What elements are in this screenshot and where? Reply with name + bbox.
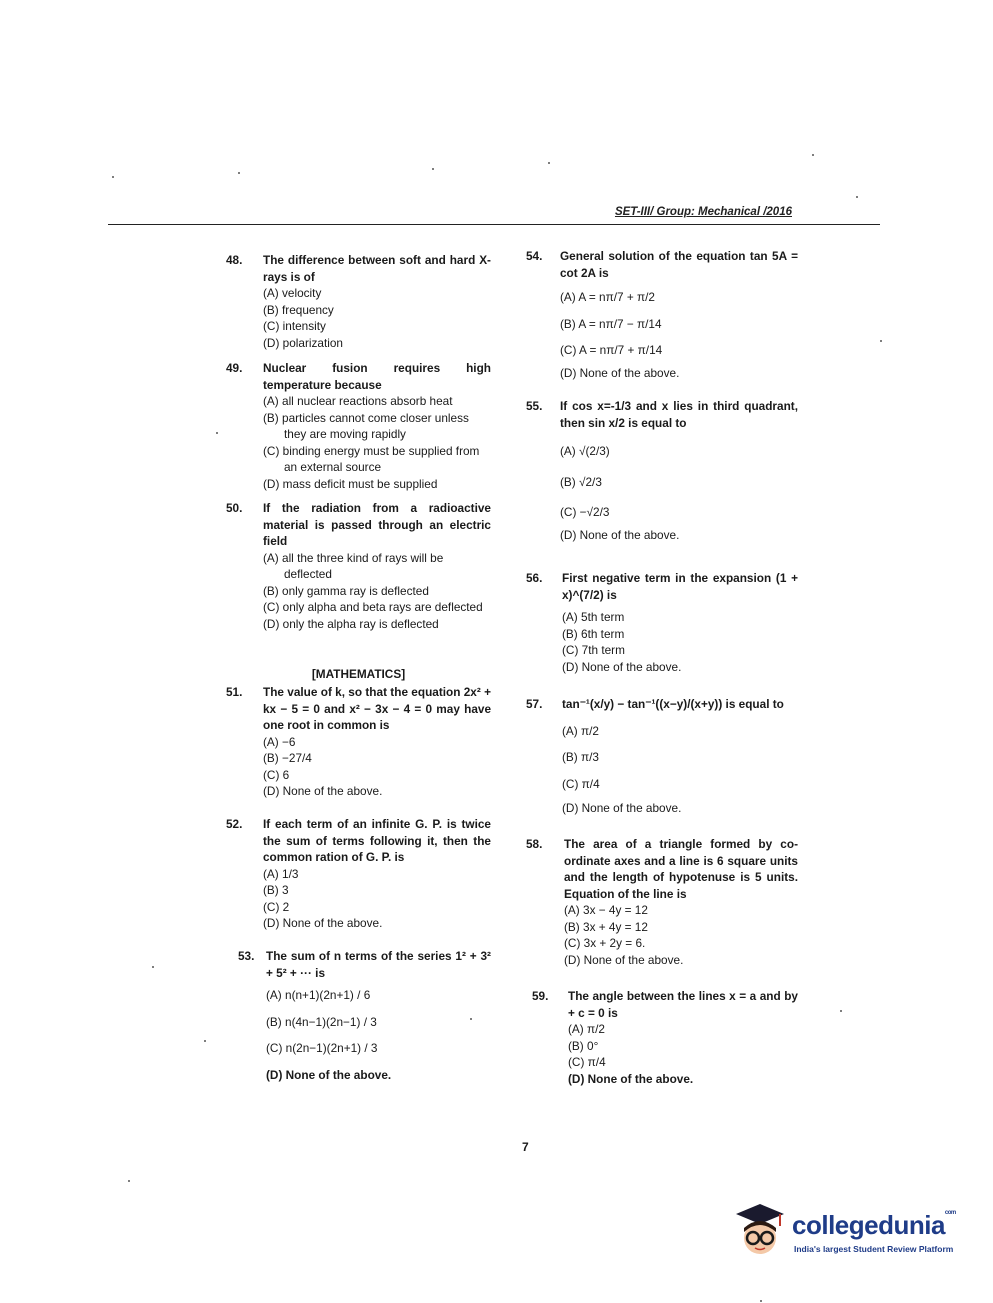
option-c: (C) π/4 [568,1055,606,1069]
brand-name [792,1210,956,1241]
question-52 [226,816,491,932]
option-a: (A) −6 [263,734,296,749]
scan-speck [112,176,114,178]
question-number: 50. [226,501,243,515]
option-b: (B) A = nπ/7 − π/14 [560,316,662,331]
scan-speck [760,1300,762,1302]
question-59 [526,988,798,1087]
option-c: (C) π/4 [562,776,600,791]
question-number: 51. [226,685,243,699]
question-number: 56. [526,571,543,585]
question-text: The value of k, so that the equation 2x² + kx − 5 = 0 and x² − 3x − 4 = 0 may have one root in common is [263,685,491,732]
option-a: (A) all the three kind of rays will be deflected [263,550,444,581]
option-a: (A) all nuclear reactions absorb heat [263,394,453,408]
question-text: General solution of the equation tan 5A = cot 2A is [560,249,798,280]
option-b: (B) 3x + 4y = 12 [564,919,648,934]
option-c: (C) n(2n−1)(2n+1) / 3 [266,1041,378,1055]
question-number: 59. [532,989,549,1003]
scan-speck [840,1010,842,1012]
question-text: Nuclear fusion requires high temperature because [263,361,491,392]
option-c: (C) only alpha and beta rays are deflected [263,600,483,614]
option-d: (D) None of the above. [560,527,680,542]
option-a: (A) velocity [263,286,322,300]
option-d: (D) None of the above. [266,1067,392,1082]
question-number: 58. [526,837,543,851]
question-text: If cos x=-1/3 and x lies in third quadrant, then sin x/2 is equal to [560,399,798,430]
scan-speck [880,340,882,342]
option-a: (A) √(2/3) [560,444,610,458]
question-text: The area of a triangle formed by co-ordinate axes and a line is 6 square units and the length of hypotenuse is 5 units. Equation of the line is [564,837,798,901]
option-b: (B) 3 [263,883,289,897]
option-c: (C) intensity [263,319,326,333]
option-c: (C) A = nπ/7 + π/14 [560,343,663,357]
question-text: The angle between the lines x = a and by + c = 0 is [568,989,798,1020]
option-b: (B) π/3 [562,750,599,764]
question-54 [526,248,798,381]
option-b: (B) frequency [263,302,334,317]
option-b: (B) 6th term [562,626,625,641]
option-d: (D) None of the above. [263,784,383,798]
question-text: The sum of n terms of the series 1² + 3² + 5² + ··· is [266,949,491,980]
page-number: 7 [522,1140,529,1154]
option-a: (A) 1/3 [263,866,299,881]
question-48 [226,252,491,351]
option-c: (C) binding energy must be supplied from an external source [263,443,480,474]
option-c: (C) 3x + 2y = 6. [564,936,646,950]
question-50 [226,500,491,632]
option-a: (A) n(n+1)(2n+1) / 6 [266,988,371,1002]
question-text: First negative term in the expansion (1 + x)^(7/2) is [562,571,798,602]
question-number: 48. [226,253,243,267]
option-b: (B) 0° [568,1038,599,1053]
option-d: (D) None of the above. [568,1071,694,1086]
scan-speck [812,154,814,156]
option-d: (D) None of the above. [562,801,682,815]
brand-name-text: collegedunia [792,1210,945,1240]
scan-speck [548,162,550,164]
scan-speck [470,1018,472,1020]
exam-set-label: SET-III/ Group: Mechanical /2016 [614,206,792,218]
left-column [226,248,491,1108]
question-number: 53. [238,949,255,963]
question-number: 54. [526,249,543,263]
option-b: (B) only gamma ray is deflected [263,583,429,598]
question-number: 49. [226,361,243,375]
question-text: If each term of an infinite G. P. is twice the sum of terms following it, then the common ration of G. P. is [263,817,491,864]
collegedunia-brand [730,1200,970,1260]
option-c: (C) −√2/3 [560,505,610,519]
option-d: (D) only the alpha ray is deflected [263,616,439,631]
question-58 [526,836,798,968]
question-text: tan⁻¹(x/y) − tan⁻¹((x−y)/(x+y)) is equal to [562,697,784,711]
option-a: (A) π/2 [562,723,599,738]
option-d: (D) None of the above. [562,659,682,674]
question-53 [226,948,491,1083]
question-number: 57. [526,697,543,711]
collegedunia-mascot-icon [730,1200,790,1260]
brand-tm: com [944,1210,956,1216]
right-column [526,248,798,1108]
question-number: 55. [526,399,543,413]
question-57 [526,696,798,817]
option-c: (C) 2 [263,899,290,914]
scan-speck [216,432,218,434]
scan-speck [856,196,858,198]
scan-speck [204,1040,206,1042]
header-rule [108,224,880,225]
option-a: (A) A = nπ/7 + π/2 [560,290,655,304]
option-a: (A) 3x − 4y = 12 [564,903,648,917]
option-d: (D) None of the above. [564,952,684,967]
scan-speck [238,172,240,174]
option-b: (B) −27/4 [263,751,312,765]
option-d: (D) mass deficit must be supplied [263,476,438,491]
scan-speck [432,168,434,170]
question-text: If the radiation from a radioactive material is passed through an electric field [263,501,491,548]
scan-speck [128,1180,130,1182]
option-d: (D) None of the above. [560,365,680,380]
option-a: (A) π/2 [568,1022,605,1036]
question-51 [226,684,491,800]
section-title-mathematics: [MATHEMATICS] [311,667,406,681]
scan-speck [152,966,154,968]
option-b: (B) √2/3 [560,474,602,489]
question-number: 52. [226,817,243,831]
question-55 [526,398,798,543]
page-header [108,206,880,228]
question-text: The difference between soft and hard X-rays is of [263,253,491,284]
option-d: (D) polarization [263,335,343,350]
option-c: (C) 7th term [562,643,625,657]
option-a: (A) 5th term [562,610,625,624]
question-56 [526,570,798,675]
option-d: (D) None of the above. [263,916,383,930]
option-b: (B) n(4n−1)(2n−1) / 3 [266,1014,377,1029]
brand-tagline: India's largest Student Review Platform [794,1244,954,1254]
option-c: (C) 6 [263,767,290,782]
question-49 [226,360,491,492]
option-b: (B) particles cannot come closer unless they are moving rapidly [263,410,469,441]
